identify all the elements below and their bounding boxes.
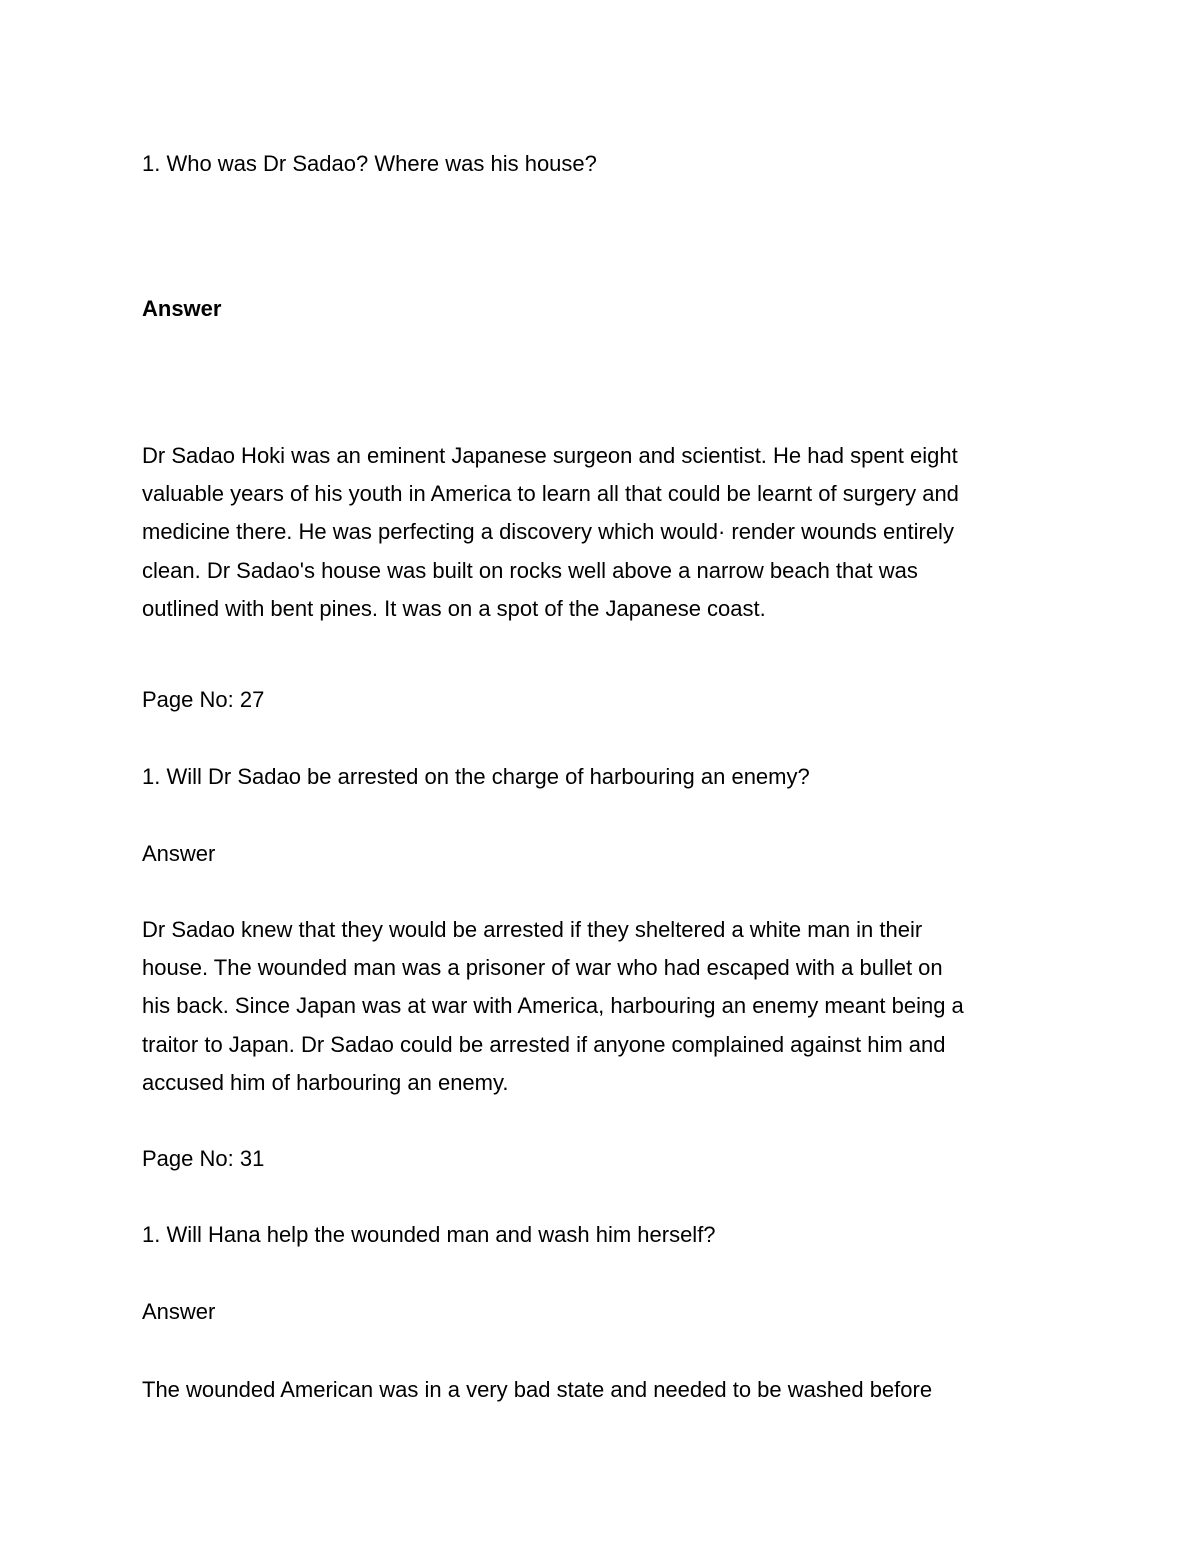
answer-paragraph-1	[142, 437, 1062, 628]
answer-label-2: Answer	[142, 841, 216, 866]
answer-2-line-4: traitor to Japan. Dr Sadao could be arrested if anyone complained against him and	[142, 1031, 946, 1057]
answer-paragraph-2	[142, 911, 1062, 1102]
page-number-27: Page No: 27	[142, 687, 265, 712]
answer-2-line-2: house. The wounded man was a prisoner of war who had escaped with a bullet on	[142, 955, 943, 981]
answer-1-line-1: Dr Sadao Hoki was an eminent Japanese surgeon and scientist. He had spent eight	[142, 443, 958, 468]
page-number-31: Page No: 31	[142, 1146, 265, 1171]
answer-paragraph-3	[142, 1371, 1062, 1409]
answer-1-line-2: valuable years of his youth in America to learn all that could be learnt of surgery and	[142, 481, 959, 507]
question-3: 1. Will Hana help the wounded man and wash him herself?	[142, 1222, 716, 1247]
answer-1-line-4: clean. Dr Sadao's house was built on rocks well above a narrow beach that was	[142, 557, 918, 583]
question-2: 1. Will Dr Sadao be arrested on the charge of harbouring an enemy?	[142, 764, 810, 789]
answer-1-line-5: outlined with bent pines. It was on a spot of the Japanese coast.	[142, 595, 766, 621]
question-1: 1. Who was Dr Sadao? Where was his house?	[142, 151, 597, 176]
answer-label-3: Answer	[142, 1299, 216, 1324]
answer-2-line-3: his back. Since Japan was at war with America, harbouring an enemy meant being a	[142, 993, 964, 1019]
answer-3-line-1: The wounded American was in a very bad state and needed to be washed before	[142, 1377, 933, 1402]
answer-2-line-5: accused him of harbouring an enemy.	[142, 1069, 509, 1095]
answer-2-line-1: Dr Sadao knew that they would be arrested if they sheltered a white man in their	[142, 917, 923, 942]
answer-1-line-3: medicine there. He was perfecting a discovery which would· render wounds entirely	[142, 519, 954, 545]
answer-label-1: Answer	[142, 296, 222, 321]
